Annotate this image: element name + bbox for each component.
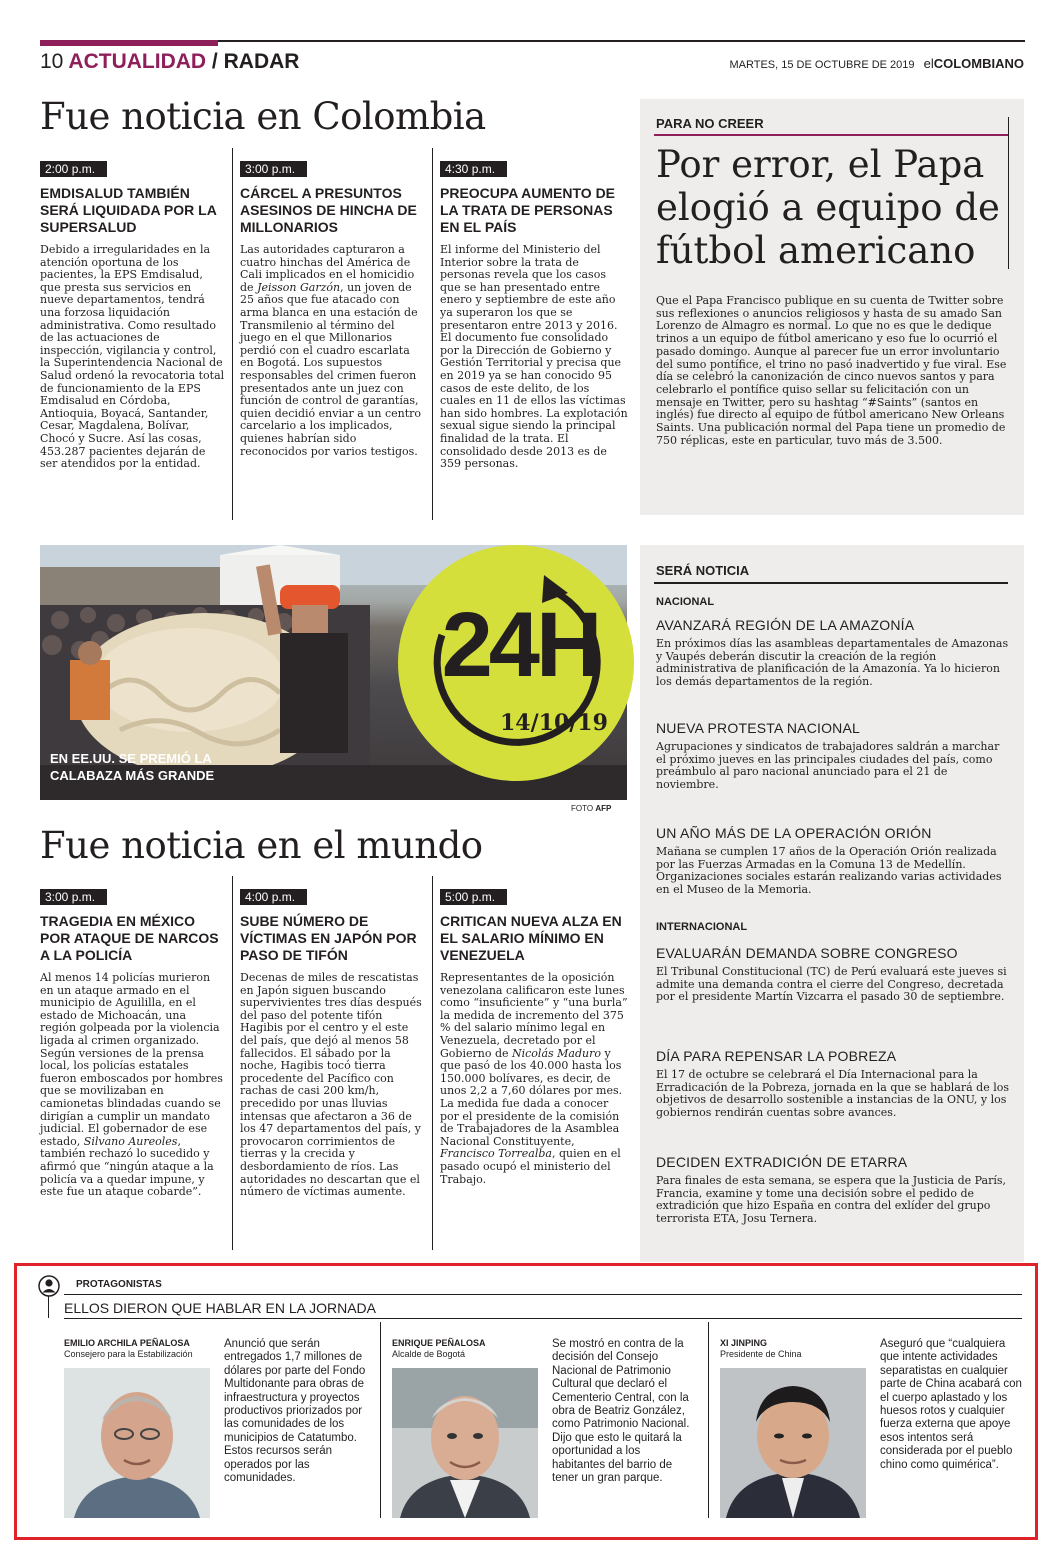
item-body: En próximos días las asambleas departamentales de Amazonas y Vaupés deberán discutir la creación de la región administrativa de planificación de la Amazonía. Ya lo hicieron los demás departamentos de la región. (656, 637, 1009, 689)
protagonist-role: Consejero para la Estabilización (64, 1349, 193, 1359)
story-headline: EMDISALUD TAMBIÉN SERÁ LIQUIDADA POR LA SUPERSALUD (40, 185, 217, 235)
item-headline: DÍA PARA REPENSAR LA POBREZA (656, 1048, 897, 1064)
protagonistas-label: PROTAGONISTAS (76, 1279, 162, 1290)
person-name: Nicolás Maduro (512, 1046, 601, 1060)
sera-noticia-item (656, 617, 1012, 689)
sera-noticia-item (656, 825, 1012, 897)
subsection-name: RADAR (223, 50, 300, 73)
item-headline: AVANZARÁ REGIÓN DE LA AMAZONÍA (656, 617, 915, 633)
protagonist-quote: Anunció que serán entregados 1,7 millones de dólares por parte del Fondo Multidonante para obras de infraestructura y proyectos productivos priorizados por las comunidades de los municipios de Catatumbo. Estos recursos serán operados por las comunidades. (224, 1338, 366, 1485)
item-body: El Tribunal Constitucional (TC) de Perú evaluará este jueves si admite una demanda contra el cierre del Congreso, decretada por el presidente Martín Vizcarra el pasado 30 de septiembre. (656, 965, 1007, 1004)
story-time: 5:00 p.m. (440, 889, 507, 905)
column-divider (232, 148, 233, 520)
issue-date: MARTES, 15 DE OCTUBRE DE 2019 (729, 59, 915, 71)
colombia-story-1 (40, 158, 225, 471)
section-header (40, 50, 299, 74)
protagonist-name: EMILIO ARCHILA PEÑALOSA (64, 1338, 190, 1348)
item-body: El 17 de octubre se celebrará el Día Internacional para la Erradicación de la Pobreza, jornada en la que se hablará de los objetivos de desarrollo sostenible a instancias de la ONU, y los gobiernos rendirán cuentas sobre avances. (656, 1068, 1010, 1120)
story-headline: CÁRCEL A PRESUNTOS ASESINOS DE HINCHA DE MILLONARIOS (240, 185, 417, 235)
box-label: PARA NO CREER (656, 116, 764, 131)
box-rule (654, 134, 1008, 136)
person-icon (38, 1275, 60, 1297)
item-body: Mañana se cumplen 17 años de la Operación Orión realizada por las Fuerzas Armadas en la Comuna 13 de Medellín. Organizaciones sociales estarán realizando varias actividades en el Museo de la Memoria. (656, 845, 1002, 897)
category-label: INTERNACIONAL (656, 921, 748, 933)
item-headline: EVALUARÁN DEMANDA SOBRE CONGRESO (656, 945, 958, 961)
para-no-creer-box (640, 99, 1024, 515)
protagonist-name: XI JINPING (720, 1338, 768, 1348)
mundo-section-title: Fue noticia en el mundo (40, 824, 483, 867)
column-divider (232, 876, 233, 1250)
sera-noticia-item (656, 1154, 1012, 1226)
protagonist-quote: Aseguró que “cualquiera que intente actividades separatistas en cualquier parte de China acabará con el cuerpo aplastado y los huesos rotos y cualquier fuerza externa que apoye esos intentos será considerada por el pueblo chino como quimérica”. (880, 1338, 1022, 1471)
column-divider (432, 876, 433, 1250)
protagonistas-subtitle: ELLOS DIERON QUE HABLAR EN LA JORNADA (64, 1300, 376, 1316)
story-body: Representantes de la oposición venezolana calificaron este lunes como “insuficiente” y “una burla” la medida de incremento del 375 % del salario mínimo legal en Venezuela, decretado por el Gobierno de Nicolás Maduro y que pasó de los 40.000 hasta los 150.000 bolívares, es decir, de unos 2,2 a 7,60 dólares por mes. La medida fue dada a conocer por el presidente de la comisión de Trabajadores de la Asamblea Nacional Constituyente, Francisco Torrealba, quien en el pasado ocupó el ministerio del Trabajo. (440, 971, 628, 1186)
story-body: Al menos 14 policías murieron en un ataque armado en el municipio de Aguililla, en el estado de Michoacán, una región golpeada por la violencia ligada al crimen organizado. Según versiones de la prensa local, los policías estatales fueron emboscados por hombres que se movilizaban en camionetas blindadas cuando se dirigían a cumplir un mandato judicial. El gobernador de ese estado, Silvano Aureoles, también rechazó lo sucedido y afirmó que “ningún ataque a la policía va a quedar impune, y este fue un ataque cobarde”. (40, 971, 223, 1199)
para-no-creer-title: Por error, el Papa elogió a equipo de fútbol americano (656, 143, 1000, 272)
protagonistas-rule (64, 1294, 1022, 1295)
column-divider (432, 148, 433, 520)
sera-noticia-item (656, 945, 1012, 1004)
protagonistas-side-rule (48, 1296, 49, 1318)
story-body: El informe del Ministerio del Interior sobre la trata de personas revela que los casos que se han presentado entre enero y septiembre de este año ya superaron los que se presentaron entre 2013 y 2016. El documento fue consolidado por la Dirección de Gobierno y Gestión Territorial y precisa que en 2019 ya se han conocido 95 casos de este delito, de los cuales en 11 de ellos las víctimas han sido hombres. La explotación sexual sigue siendo la principal finalidad de la trata. El consolidado desde 2013 es de 359 personas. (440, 243, 628, 471)
column-divider (380, 1322, 381, 1518)
colombia-story-3 (440, 158, 628, 471)
box-rule (654, 582, 1008, 584)
protagonist-photo (64, 1368, 210, 1518)
protagonist-quote: Se mostró en contra de la decisión del Consejo Nacional de Patrimonio Cultural que declaró el Cementerio Central, con la obra de Beatriz González, como Patrimonio Nacional. Dijo que esto le quitará la oportunidad a los habitantes del barrio de tener un gran parque. (552, 1338, 690, 1485)
person-name: Jeisson Garzón (257, 280, 341, 294)
24h-badge-date: 14/10/19 (500, 710, 608, 736)
item-headline: UN AÑO MÁS DE LA OPERACIÓN ORIÓN (656, 825, 932, 841)
story-headline: SUBE NÚMERO DE VÍCTIMAS EN JAPÓN POR PASO DE TIFÓN (240, 913, 417, 963)
mundo-story-2 (240, 886, 426, 1199)
newspaper-logo: elCOLOMBIANO (923, 56, 1024, 71)
mundo-story-3 (440, 886, 628, 1186)
protagonist-name: ENRIQUE PEÑALOSA (392, 1338, 486, 1348)
sera-noticia-item (656, 1048, 1012, 1120)
section-name: ACTUALIDAD (68, 50, 207, 73)
sera-noticia-item (656, 720, 1012, 792)
category-label: NACIONAL (656, 596, 715, 608)
protagonistas-rule (64, 1318, 1022, 1319)
story-body: Debido a irregularidades en la atención oportuna de los pacientes, la EPS Emdisalud, que presta sus servicios en nueve departamentos, tendrá una forzosa liquidación administrativa. Como resultado de las actuaciones de inspección, vigilancia y control, la Superintendencia Nacional de Salud ordenó la revocatoria total de funcionamiento de la EPS Emdisalud en Córdoba, Antioquia, Boyacá, Santander, Cesar, Magdalena, Bolívar, Chocó y Sucre. Así las cosas, 453.287 pacientes dejarán de ser atendidos por la entidad. (40, 243, 225, 471)
header-meta (730, 56, 1025, 71)
story-time: 3:00 p.m. (40, 889, 107, 905)
person-name: Silvano Aureoles (83, 1134, 178, 1148)
page-number: 10 (40, 50, 64, 73)
photo-caption: EN EE.UU. SE PREMIÓ LA CALABAZA MÁS GRANDE (50, 751, 215, 783)
para-no-creer-body: Que el Papa Francisco publique en su cuenta de Twitter sobre sus reflexiones o anuncios religiosos y hasta de su amado San Lorenzo de Almagro es normal. Lo que no es que le dedique trinos a un equipo de fútbol americano y eso fue lo ocurrió el pasado domingo. Aunque al parecer fue un error involuntario del sumo pontífice, el trino no pasó inadvertido y fue viral. Ese día se celebró la canonización de cinco nuevos santos y para celebrarlo el pontífice quiso sellar su felicitación con un mensaje en Twitter, pero su hashtag “#Saints” (santos en inglés) fue directo al equipo de fútbol americano New Orleans Saints. Una publicación normal del Papa tiene un promedio de 750 réplicas, este en particular, tuvo más de 3.500. (656, 294, 1007, 447)
colombia-section-title: Fue noticia en Colombia (40, 95, 486, 138)
story-headline: PREOCUPA AUMENTO DE LA TRATA DE PERSONAS EN EL PAÍS (440, 185, 616, 235)
box-label: SERÁ NOTICIA (656, 563, 750, 578)
mundo-story-1 (40, 886, 225, 1199)
protagonist-photo (392, 1368, 538, 1518)
story-time: 3:00 p.m. (240, 161, 307, 177)
section-separator: / (211, 50, 218, 73)
header-accent-bar (40, 40, 218, 46)
column-divider (708, 1322, 709, 1518)
story-time: 4:30 p.m. (440, 161, 507, 177)
portrait-icon (392, 1368, 538, 1518)
sera-noticia-box (640, 545, 1024, 1262)
portrait-icon (720, 1368, 866, 1518)
protagonist-role: Presidente de China (720, 1349, 802, 1359)
colombia-story-2 (240, 158, 426, 458)
story-body: Decenas de miles de rescatistas en Japón siguen buscando supervivientes tres días después del paso del potente tifón Hagibis por el centro y el este del país, que dejó al menos 58 fallecidos. El sábado por la noche, Hagibis tocó tierra procedente del Pacífico con rachas de casi 200 km/h, precedido por unas lluvias intensas que afectaron a 36 de los 47 departamentos del país, y provocaron corrimientos de tierras y la crecida y desbordamiento de ríos. Las autoridades no descartan que el número de víctimas aumente. (240, 971, 422, 1199)
24h-badge-label: 24H (441, 594, 599, 696)
photo-credit: FOTO AFP (571, 804, 612, 813)
person-name: Francisco Torrealba (440, 1147, 552, 1161)
story-time: 2:00 p.m. (40, 161, 107, 177)
protagonist-photo (720, 1368, 866, 1518)
story-time: 4:00 p.m. (240, 889, 307, 905)
story-headline: CRITICAN NUEVA ALZA EN EL SALARIO MÍNIMO EN VENEZUELA (440, 913, 622, 963)
box-side-rule (1008, 117, 1009, 269)
item-body: Para finales de esta semana, se espera que la Justicia de París, Francia, examine y tome una decisión sobre el pedido de extradición que hizo España en contra del exlíder del grupo terrorista ETA, Josu Ternera. (656, 1174, 1007, 1226)
story-body: Las autoridades capturaron a cuatro hinchas del América de Cali implicados en el homicidio de Jeisson Garzón, un joven de 25 años que fue atacado con arma blanca en una estación de Transmilenio al término del juego en el que Millonarios perdió con el cuadro escarlata en Bogotá. Los supuestos responsables del crimen fueron presentados ante un juez con función de control de garantías, quien decidió enviar a un centro carcelario a los implicados, quienes habrían sido reconocidos por varios testigos. (240, 243, 422, 458)
protagonist-role: Alcalde de Bogotá (392, 1349, 466, 1359)
story-headline: TRAGEDIA EN MÉXICO POR ATAQUE DE NARCOS A LA POLICÍA (40, 913, 219, 963)
item-headline: NUEVA PROTESTA NACIONAL (656, 720, 861, 736)
item-body: Agrupaciones y sindicatos de trabajadores saldrán a marchar el próximo jueves en las principales ciudades del país, como preámbulo al paro nacional anunciado para el 21 de noviembre. (656, 740, 1000, 792)
item-headline: DECIDEN EXTRADICIÓN DE ETARRA (656, 1154, 908, 1170)
portrait-icon (64, 1368, 210, 1518)
